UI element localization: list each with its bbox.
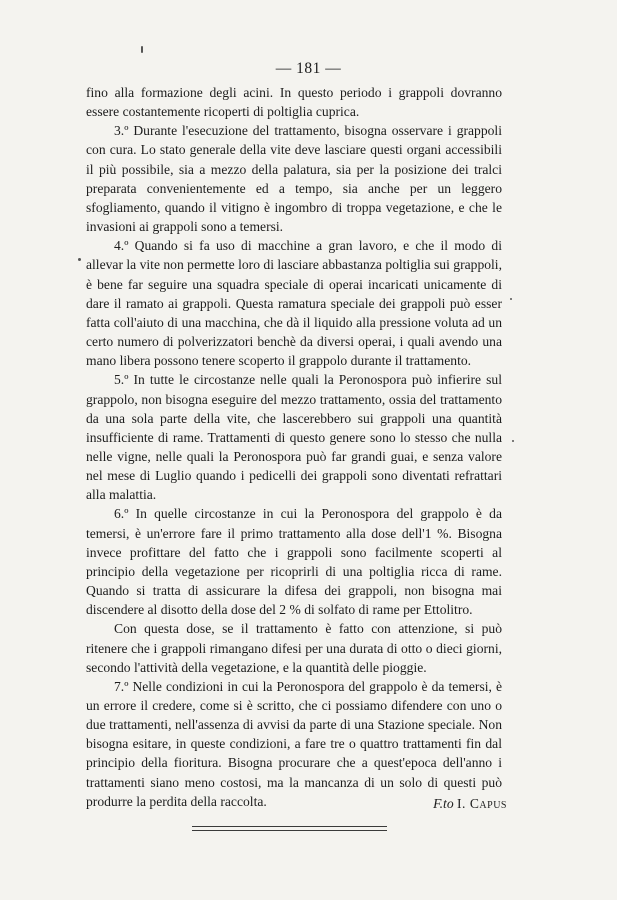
scan-speck [78, 258, 81, 261]
paragraph-point-5: 5.º In tutte le circostanze nelle quali la Peronospora può infierire sul grappolo, non bisogna eseguire del mezzo trattamento, ossia del trattamento da una sola parte della vite, che lascerebbero sui grappoli una quantità insufficiente di rame. Trattamenti di questo genere sono lo stesso che nulla nelle vigne, nelle quali la Peronospora può far grandi guai, e senza valore nel mese di Luglio quando i pedicelli dei grappoli sono diventati refrattari alla malattia. [86, 372, 502, 503]
paragraph-point-6: 6.º In quelle circostanze in cui la Peronospora del grappolo è da temersi, è un'errore fare il primo trattamento alla dose dell'1 %. Bisogna invece profittare del fatto che i grappoli sono facilmente scoperti al principio della vegetazione per ricoprirli di una poltiglia ricca di rame. Quando si tratta di assicurare la difesa dei grappoli, non bisogna mai discendere al disotto della dose del 2 % di solfato di rame per Ettolitro. [86, 506, 502, 618]
paragraph-point-3: 3.º Durante l'esecuzione del trattamento, bisogna osservare i grappoli con cura. Lo stato generale della vite deve lasciare questi organi accessibili il più possibile, sia a mezzo della palatura, sia per la posizione dei tralci preparata convenientemente ed a tempo, sia anche per un leggero sfogliamento, quando il vitigno è ingombro di troppa vegetazione, e che le invasioni ai grappoli sono a temersi. [86, 123, 502, 235]
body-text [86, 83, 502, 811]
signature-prefix: F.to [433, 796, 454, 811]
paragraph-point-4: 4.º Quando si fa uso di macchine a gran lavoro, e che il modo di allevar la vite non permette loro di lasciare abbastanza poltiglia sui grappoli, è bene far seguire una squadra speciale di operai incaricati unicamente di dare il ramato ai grappoli. Questa ramatura speciale dei grappoli può esser fatta coll'aiuto di una macchina, che dà il liquido alla pressione voluta ad un certo numero di polverizzatori benchè da diversi operai, i quali avendo una mano libera possono tenere scoperto il grappolo durante il trattamento. [86, 238, 502, 369]
signature-name: I. Capus [457, 796, 507, 811]
scan-speck [510, 298, 512, 300]
closing-rule-bottom [192, 830, 387, 831]
signature [433, 796, 507, 812]
paragraph-point-6-continued: Con questa dose, se il trattamento è fatto con attenzione, si può ritenere che i grappoli rimangano difesi per una durata di otto o dieci giorni, secondo l'attività della vegetazione, e la quantità delle pioggie. [86, 621, 502, 675]
scan-speck [141, 46, 143, 53]
paragraph-point-7: 7.º Nelle condizioni in cui la Peronospora del grappolo è da temersi, è un errore il credere, come si è scritto, che ci possiamo difendere con uno o due trattamenti, nell'assenza di avvisi da parte di una Stazione speciale. Non bisogna esitare, in queste condizioni, a fare tre o quattro trattamenti fin dal principio della fioritura. Bisogna procurare che a quest'epoca dell'anno i trattamenti siano meno costosi, ma la mancanza di un solo di questi può produrre la perdita della raccolta. [86, 678, 502, 809]
page-number: — 181 — [275, 60, 342, 77]
closing-rule-top [192, 826, 387, 827]
scan-speck [512, 440, 514, 442]
paragraph-continuation: fino alla formazione degli acini. In questo periodo i grappoli dovranno essere costantemente ricoperti di poltiglia cuprica. [86, 85, 502, 120]
